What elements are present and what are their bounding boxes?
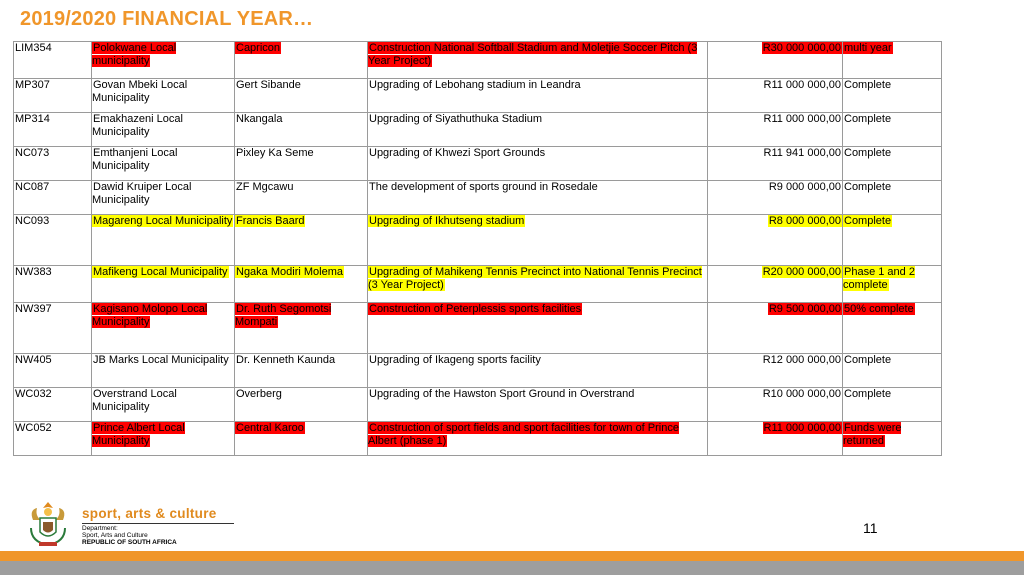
cell-municipality-text: JB Marks Local Municipality — [93, 354, 229, 366]
cell-municipality — [92, 266, 235, 303]
cell-status — [843, 147, 942, 181]
footer-accent-bar — [0, 551, 1024, 561]
cell-status-text: Complete — [844, 147, 892, 159]
cell-amount-text: R20 000 000,00 — [762, 266, 841, 278]
cell-status-text: 50% complete — [844, 303, 914, 315]
cell-project-text: Upgrading of Lebohang stadium in Leandra — [369, 79, 581, 91]
dept-line-3: REPUBLIC OF SOUTH AFRICA — [82, 539, 177, 546]
cell-code — [14, 303, 92, 354]
cell-municipality-text: Kagisano Molopo Local Municipality — [92, 303, 208, 328]
cell-district — [235, 266, 368, 303]
cell-municipality-text: Prince Albert Local Municipality — [92, 422, 185, 447]
cell-status — [843, 215, 942, 266]
cell-municipality — [92, 79, 235, 113]
cell-status — [843, 354, 942, 388]
table-row — [14, 147, 942, 181]
cell-code — [14, 388, 92, 422]
cell-municipality — [92, 113, 235, 147]
cell-municipality — [92, 388, 235, 422]
cell-project — [368, 42, 708, 79]
cell-district — [235, 422, 368, 456]
cell-status-text: Complete — [844, 215, 892, 227]
table-row — [14, 303, 942, 354]
cell-status-text: multi year — [844, 42, 892, 54]
cell-status — [843, 303, 942, 354]
cell-district-text: Dr. Kenneth Kaunda — [236, 354, 336, 366]
cell-project — [368, 181, 708, 215]
cell-code-text: NC093 — [15, 215, 50, 227]
cell-project-text: Upgrading of Ikageng sports facility — [369, 354, 541, 366]
financial-table — [13, 41, 942, 456]
cell-project-text: Upgrading of Khwezi Sport Grounds — [369, 147, 546, 159]
cell-amount — [708, 266, 843, 303]
cell-status-text: Complete — [844, 181, 892, 193]
cell-code — [14, 147, 92, 181]
cell-project-text: Construction of sport fields and sport facilities for town of Prince Albert (phase 1) — [368, 422, 679, 447]
cell-district — [235, 354, 368, 388]
table-row — [14, 181, 942, 215]
cell-project-text: Construction National Softball Stadium and Moletjie Soccer Pitch (3 Year Project) — [368, 42, 698, 67]
cell-district — [235, 79, 368, 113]
cell-municipality-text: Dawid Kruiper Local Municipality — [92, 181, 192, 206]
cell-district-text: ZF Mgcawu — [236, 181, 294, 193]
cell-municipality — [92, 147, 235, 181]
table-row — [14, 215, 942, 266]
cell-municipality — [92, 215, 235, 266]
cell-municipality-text: Overstrand Local Municipality — [92, 388, 177, 413]
cell-district — [235, 303, 368, 354]
cell-project — [368, 422, 708, 456]
cell-municipality — [92, 354, 235, 388]
department-name — [82, 525, 177, 546]
cell-district-text: Capricon — [236, 42, 281, 54]
cell-project-text: Upgrading of Ikhutseng stadium — [369, 215, 525, 227]
cell-amount-text: R11 000 000,00 — [763, 113, 841, 125]
cell-project — [368, 113, 708, 147]
cell-district — [235, 215, 368, 266]
cell-code — [14, 354, 92, 388]
cell-district — [235, 42, 368, 79]
cell-status — [843, 79, 942, 113]
cell-amount-text: R12 000 000,00 — [762, 354, 841, 366]
cell-amount-text: R8 000 000,00 — [768, 215, 841, 227]
cell-amount — [708, 79, 843, 113]
cell-code-text: LIM354 — [15, 42, 52, 54]
table-row — [14, 79, 942, 113]
cell-amount — [708, 388, 843, 422]
cell-amount-text: R11 000 000,00 — [763, 422, 841, 434]
cell-code — [14, 266, 92, 303]
table-row — [14, 422, 942, 456]
table-row — [14, 388, 942, 422]
cell-municipality-text: Polokwane Local municipality — [92, 42, 177, 67]
cell-project-text: Upgrading of the Hawston Sport Ground in Overstrand — [369, 388, 635, 400]
cell-status — [843, 181, 942, 215]
table-row — [14, 113, 942, 147]
coat-of-arms-logo — [25, 500, 71, 548]
cell-municipality-text: Magareng Local Municipality — [93, 215, 233, 227]
cell-project — [368, 79, 708, 113]
cell-code-text: WC052 — [15, 422, 52, 434]
cell-code — [14, 422, 92, 456]
cell-code-text: NC073 — [15, 147, 50, 159]
cell-status-text: Complete — [844, 388, 892, 400]
cell-municipality — [92, 42, 235, 79]
cell-code-text: NW383 — [15, 266, 52, 278]
cell-district-text: Pixley Ka Seme — [236, 147, 314, 159]
cell-status-text: Phase 1 and 2 complete — [843, 266, 915, 291]
cell-amount — [708, 113, 843, 147]
cell-code-text: NW397 — [15, 303, 52, 315]
cell-status-text: Complete — [844, 79, 892, 91]
cell-amount — [708, 181, 843, 215]
cell-code-text: NW405 — [15, 354, 52, 366]
cell-amount — [708, 215, 843, 266]
cell-amount-text: R10 000 000,00 — [762, 388, 841, 400]
cell-status-text: Funds were returned — [843, 422, 902, 447]
cell-amount — [708, 422, 843, 456]
cell-project — [368, 215, 708, 266]
cell-project — [368, 388, 708, 422]
cell-municipality — [92, 181, 235, 215]
cell-district-text: Nkangala — [236, 113, 283, 125]
cell-project — [368, 266, 708, 303]
cell-project-text: Upgrading of Mahikeng Tennis Precinct into National Tennis Precinct (3 Year Project) — [368, 266, 702, 291]
cell-project — [368, 147, 708, 181]
cell-status — [843, 388, 942, 422]
cell-amount-text: R9 500 000,00 — [768, 303, 841, 315]
cell-amount-text: R11 941 000,00 — [763, 147, 841, 159]
cell-project — [368, 354, 708, 388]
cell-code — [14, 79, 92, 113]
cell-municipality-text: Emakhazeni Local Municipality — [92, 113, 183, 138]
cell-district-text: Gert Sibande — [236, 79, 301, 91]
cell-district-text: Ngaka Modiri Molema — [236, 266, 343, 278]
cell-amount — [708, 147, 843, 181]
cell-amount — [708, 42, 843, 79]
cell-status-text: Complete — [844, 354, 892, 366]
dept-line-2: Sport, Arts and Culture — [82, 532, 148, 539]
cell-district — [235, 388, 368, 422]
page-title: 2019/2020 FINANCIAL YEAR… — [20, 8, 314, 30]
cell-amount — [708, 354, 843, 388]
cell-municipality — [92, 422, 235, 456]
table-row — [14, 42, 942, 79]
cell-project-text: Construction of Peterplessis sports facilities — [369, 303, 582, 315]
cell-status — [843, 422, 942, 456]
cell-amount-text: R9 000 000,00 — [768, 181, 841, 193]
cell-status-text: Complete — [844, 113, 892, 125]
cell-municipality-text: Emthanjeni Local Municipality — [92, 147, 178, 172]
cell-code-text: WC032 — [15, 388, 52, 400]
cell-code-text: NC087 — [15, 181, 50, 193]
brand-divider — [82, 523, 234, 524]
cell-code — [14, 42, 92, 79]
cell-district-text: Overberg — [236, 388, 282, 400]
dept-line-1: Department: — [82, 525, 118, 532]
cell-project — [368, 303, 708, 354]
cell-status — [843, 113, 942, 147]
cell-amount-text: R11 000 000,00 — [763, 79, 841, 91]
brand-name: sport, arts & culture — [82, 506, 217, 521]
cell-code-text: MP314 — [15, 113, 50, 125]
cell-municipality — [92, 303, 235, 354]
cell-municipality-text: Mafikeng Local Municipality — [93, 266, 228, 278]
cell-amount — [708, 303, 843, 354]
footer-grey-bar — [0, 561, 1024, 575]
cell-district-text: Central Karoo — [236, 422, 304, 434]
cell-district — [235, 181, 368, 215]
cell-amount-text: R30 000 000,00 — [762, 42, 841, 54]
cell-district-text: Dr. Ruth Segomotsi Mompati — [235, 303, 332, 328]
cell-status — [843, 42, 942, 79]
cell-municipality-text: Govan Mbeki Local Municipality — [92, 79, 188, 104]
cell-project-text: The development of sports ground in Rosedale — [369, 181, 598, 193]
cell-district — [235, 147, 368, 181]
cell-district — [235, 113, 368, 147]
cell-status — [843, 266, 942, 303]
cell-district-text: Francis Baard — [236, 215, 305, 227]
cell-code — [14, 181, 92, 215]
page-number: 11 — [863, 520, 878, 536]
cell-project-text: Upgrading of Siyathuthuka Stadium — [369, 113, 543, 125]
cell-code — [14, 215, 92, 266]
table-row — [14, 354, 942, 388]
table-row — [14, 266, 942, 303]
cell-code-text: MP307 — [15, 79, 50, 91]
cell-code — [14, 113, 92, 147]
